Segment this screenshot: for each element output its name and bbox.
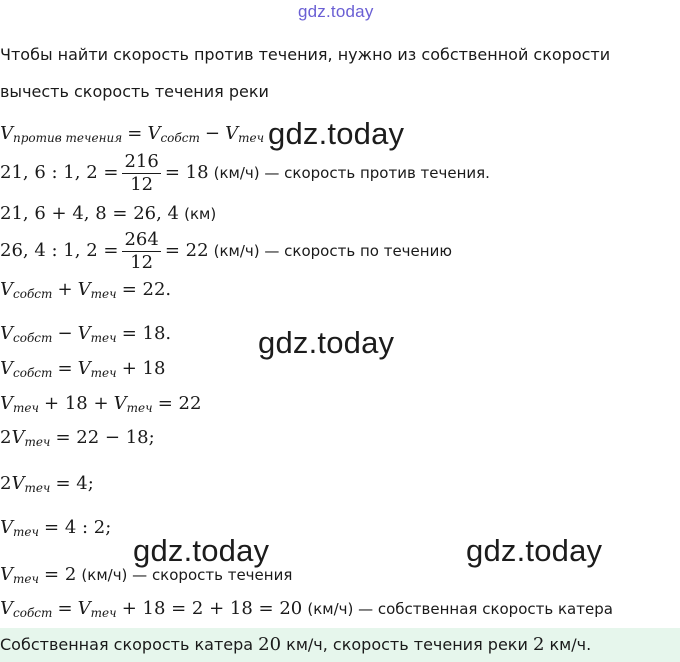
system-line-8: $V_{теч} = 2$ (км/ч) — скорость течения: [0, 564, 293, 586]
formula-against: $V_{против течения} = V_{собст} - V_{теч}$: [0, 123, 265, 145]
intro-line-1: Чтобы найти скорость против течения, нужно из собственной скорости: [0, 45, 611, 64]
system-line-3: $V_{собст} = V_{теч} + 18$: [0, 358, 166, 380]
watermark: gdz.today: [268, 116, 405, 151]
system-line-7: $V_{теч} = 4$ : 2;: [0, 517, 112, 539]
intro-line-2: вычесть скорость течения реки: [0, 82, 269, 101]
answer-number-2: 2: [532, 634, 545, 655]
answer-text-2: км/ч, скорость течения реки: [286, 635, 528, 654]
calc-line-1: 21, 6 : 1, 2 = $\frac{216}{12}$ = 18 (км/ч) — скорость против течения.: [0, 151, 490, 195]
system-line-2: $V_{собст} - V_{теч} = 18$.: [0, 323, 172, 345]
answer-text-3: км/ч.: [549, 635, 592, 654]
answer-bar: [0, 628, 680, 662]
calc-line-2: 21, 6 + 4, 8 = 26, 4 (км): [0, 203, 217, 224]
fraction-1: $\frac{216}{12}$: [124, 151, 159, 195]
answer-text-1: Собственная скорость катера: [0, 635, 254, 654]
watermark: gdz.today: [258, 325, 395, 360]
calc-line-3: 26, 4 : 1, 2 = $\frac{264}{12}$ = 22 (км/ч) — скорость по течению: [0, 229, 452, 273]
system-line-4: $V_{теч} + 18 + V_{теч} = 22$: [0, 393, 202, 415]
watermark: gdz.today: [133, 533, 270, 568]
answer-number-1: 20: [258, 634, 282, 655]
system-line-6: $2V_{теч} = 4$;: [0, 473, 94, 495]
fraction-2: $\frac{264}{12}$: [124, 229, 159, 273]
system-line-5: $2V_{теч} = 22 - 18$;: [0, 427, 155, 449]
watermark-top: gdz.today: [298, 2, 374, 21]
watermark: gdz.today: [466, 533, 603, 568]
system-line-1: $V_{собст} + V_{теч} = 22$.: [0, 279, 172, 301]
system-line-9: $V_{собст} = V_{теч} + 18 = 2 + 18 = 20$ (км/ч) — собственная скорость катера: [0, 598, 613, 620]
